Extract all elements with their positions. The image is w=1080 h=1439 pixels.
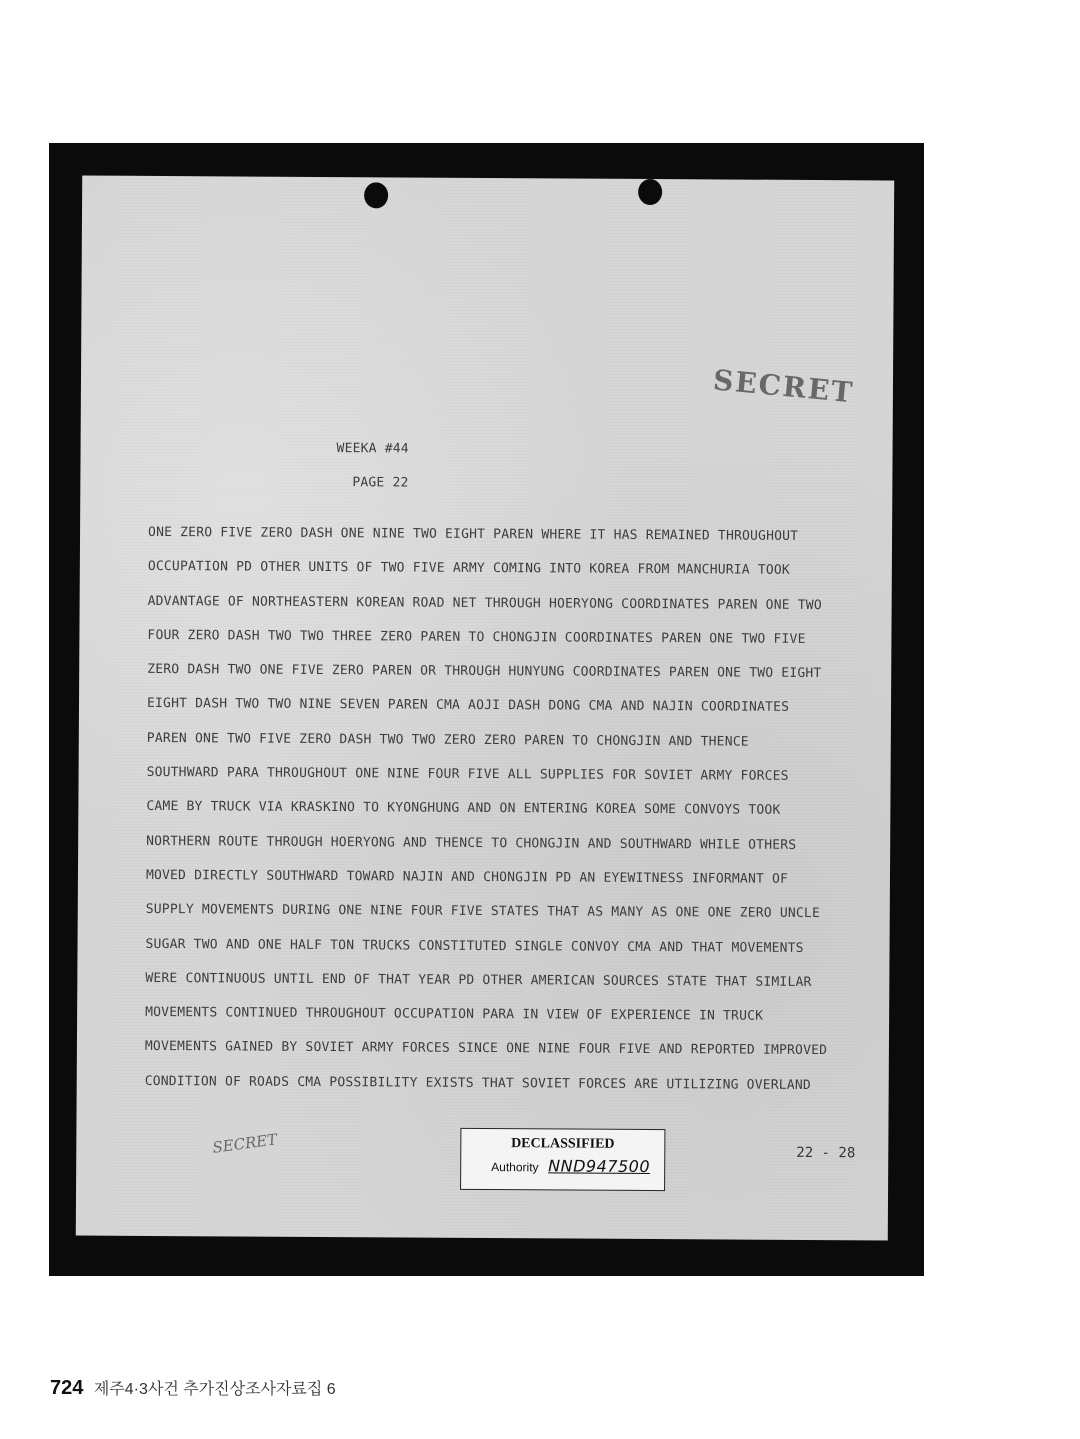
body-line: ZERO DASH TWO ONE FIVE ZERO PAREN OR THROUGH HUNYUNG COORDINATES PAREN ONE TWO EIGHT <box>147 662 822 682</box>
document-body <box>145 516 831 1103</box>
body-line: OCCUPATION PD OTHER UNITS OF TWO FIVE ARMY COMING INTO KOREA FROM MANCHURIA TOOK <box>147 559 791 579</box>
body-line: SUPPLY MOVEMENTS DURING ONE NINE FOUR FIVE STATES THAT AS MANY AS ONE ONE ZERO UNCLE <box>145 902 821 922</box>
page-reference: 22 - 28 <box>796 1144 856 1162</box>
body-line: MOVEMENTS GAINED BY SOVIET ARMY FORCES SINCE ONE NINE FOUR FIVE AND REPORTED IMPROVED <box>144 1039 828 1059</box>
punch-hole-left <box>364 182 388 208</box>
body-line: PAREN ONE TWO FIVE ZERO DASH TWO TWO ZERO ZERO PAREN TO CHONGJIN AND THENCE <box>146 730 749 750</box>
document-page-number: PAGE 22 <box>352 475 409 491</box>
authority-value: NND947500 <box>548 1156 651 1177</box>
body-line: CAME BY TRUCK VIA KRASKINO TO KYONGHUNG AND ON ENTERING KOREA SOME CONVOYS TOOK <box>146 799 781 819</box>
body-line: SUGAR TWO AND ONE HALF TON TRUCKS CONSTITUTED SINGLE CONVOY CMA AND THAT MOVEMENTS <box>145 936 804 956</box>
body-line: ADVANTAGE OF NORTHEASTERN KOREAN ROAD NET THROUGH HOERYONG COORDINATES PAREN ONE TWO <box>147 593 822 613</box>
scanned-document-frame <box>49 143 924 1276</box>
document-sheet <box>76 176 894 1241</box>
page-footer <box>50 1376 336 1400</box>
authority-label: Authority <box>491 1160 539 1175</box>
punch-hole-right <box>638 179 662 205</box>
body-line: NORTHERN ROUTE THROUGH HOERYONG AND THENCE TO CHONGJIN AND SOUTHWARD WHILE OTHERS <box>146 833 797 853</box>
body-line: SOUTHWARD PARA THROUGHOUT ONE NINE FOUR FIVE ALL SUPPLIES FOR SOVIET ARMY FORCES <box>146 765 789 784</box>
declassified-box <box>460 1128 665 1191</box>
body-line: EIGHT DASH TWO TWO NINE SEVEN PAREN CMA AOJI DASH DONG CMA AND NAJIN COORDINATES <box>146 696 790 716</box>
body-line: FOUR ZERO DASH TWO TWO THREE ZERO PAREN TO CHONGJIN COORDINATES PAREN ONE TWO FIVE <box>147 627 806 647</box>
secret-stamp: SECRET <box>711 363 856 410</box>
body-line: ONE ZERO FIVE ZERO DASH ONE NINE TWO EIGHT PAREN WHERE IT HAS REMAINED THROUGHOUT <box>148 524 799 544</box>
footer-page-number: 724 <box>50 1377 84 1399</box>
document-reference: WEEKA #44 <box>336 441 409 457</box>
body-line: CONDITION OF ROADS CMA POSSIBILITY EXISTS THAT SOVIET FORCES ARE UTILIZING OVERLAND <box>144 1073 811 1093</box>
body-line: WERE CONTINUOUS UNTIL END OF THAT YEAR PD OTHER AMERICAN SOURCES STATE THAT SIMILAR <box>145 970 812 990</box>
faded-secret-stamp: SECRET <box>211 1130 279 1157</box>
footer-book-title: 제주4·3사건 추가진상조사자료집 6 <box>93 1381 336 1398</box>
declassified-title: DECLASSIFIED <box>511 1136 615 1152</box>
body-line: MOVEMENTS CONTINUED THROUGHOUT OCCUPATION PARA IN VIEW OF EXPERIENCE IN TRUCK <box>145 1005 764 1024</box>
body-line: MOVED DIRECTLY SOUTHWARD TOWARD NAJIN AND CHONGJIN PD AN EYEWITNESS INFORMANT OF <box>145 867 789 887</box>
